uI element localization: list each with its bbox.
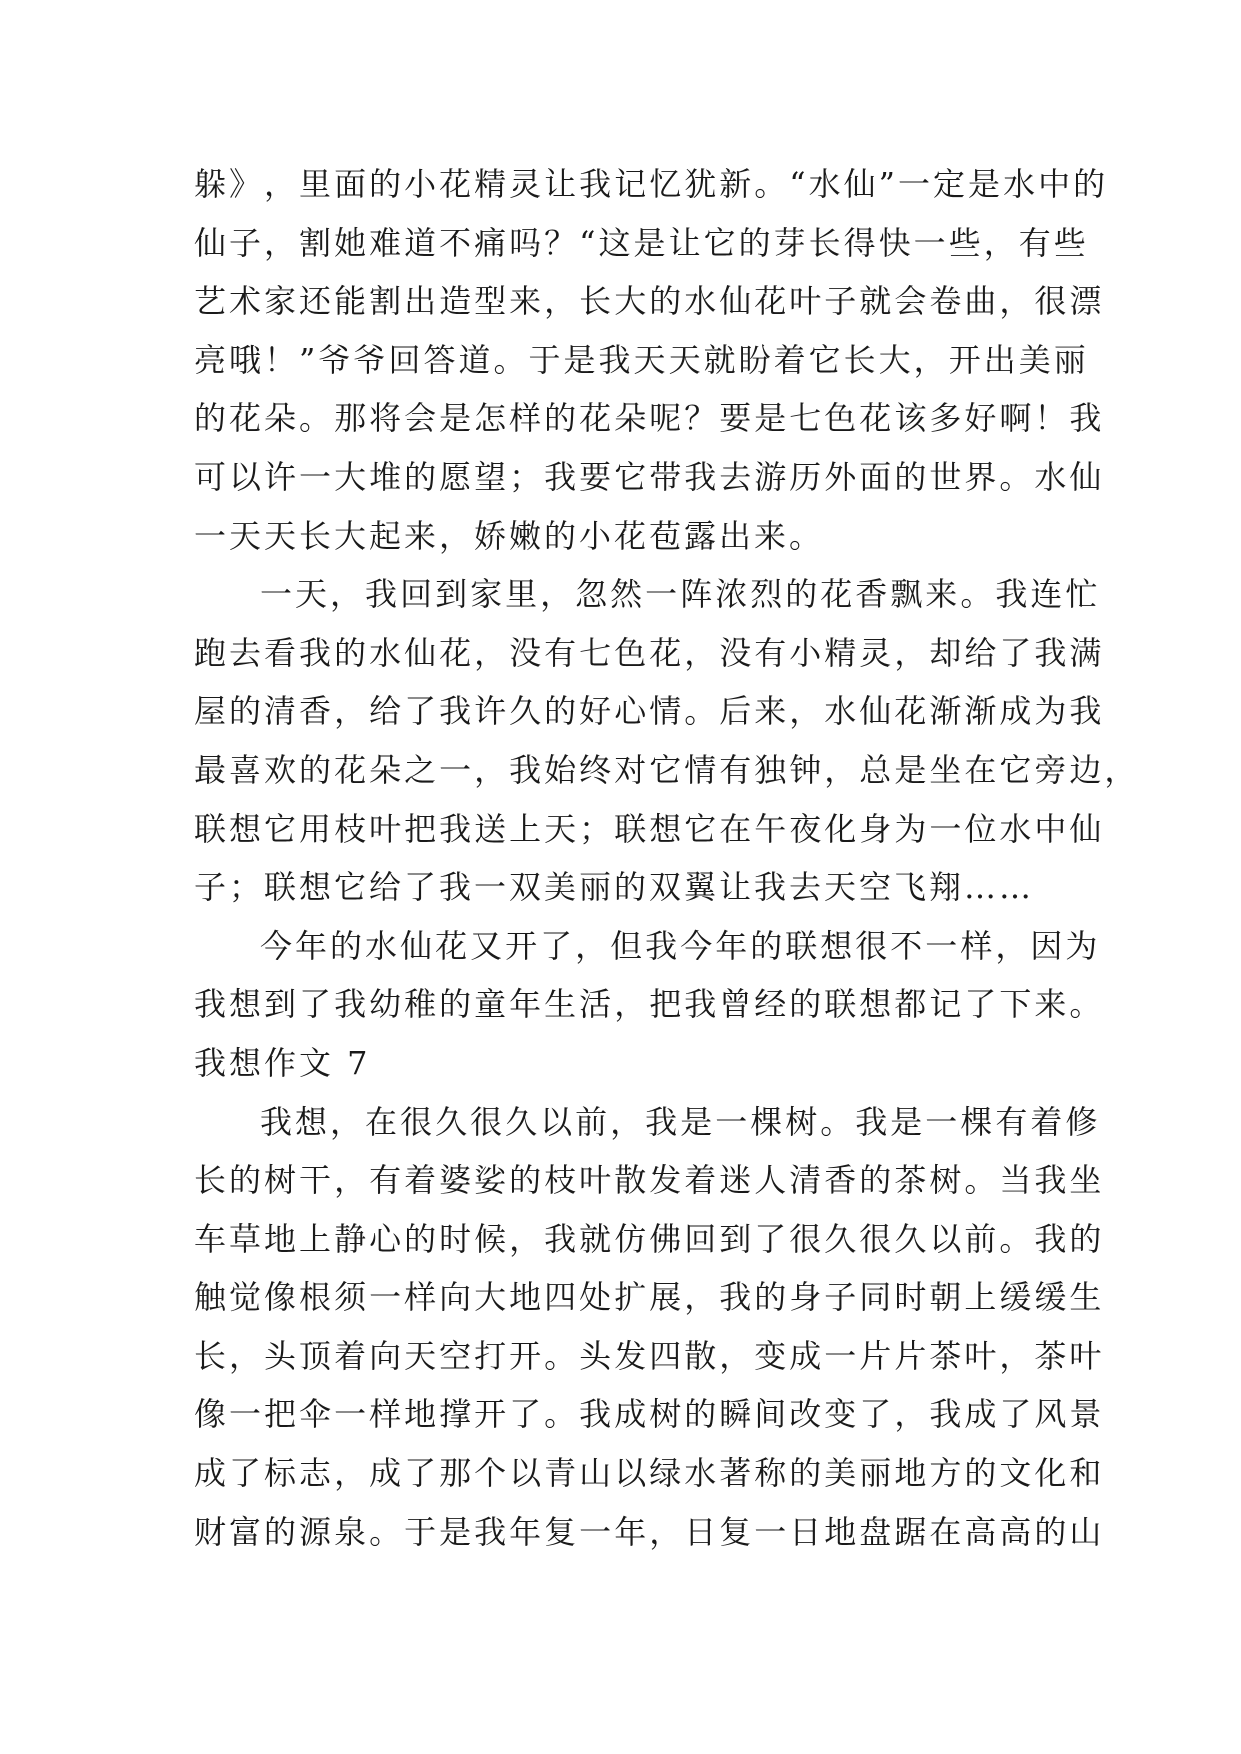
paragraph-first-line: 一 天 ， 我 回 到 家 里 ， 忽 然 一 阵 浓 烈 的 花 香 飘 来 。 我 连 忙 bbox=[260, 575, 1101, 614]
text-line: 亮 哦 ！ ” 爷 爷 回 答 道 。 于 是 我 天 天 就 盼 着 它 长 大 ， 开 出 美 丽 bbox=[194, 340, 1089, 379]
text-line: 一天天长大起来，娇嫩的小花苞露出来。 bbox=[194, 516, 825, 555]
text-line: 车 草 地 上 静 心 的 时 候 ， 我 就 仿 佛 回 到 了 很 久 很 久 以 前 。 我 的 bbox=[194, 1219, 1105, 1258]
text-line: 触 觉 像 根 须 一 样 向 大 地 四 处 扩 展 ， 我 的 身 子 同 时 朝 上 缓 缓 生 bbox=[194, 1278, 1105, 1317]
document-body bbox=[194, 155, 1140, 1561]
text-line: 财 富 的 源 泉 。 于 是 我 年 复 一 年 ， 日 复 一 日 地 盘 踞 在 高 高 的 山 bbox=[194, 1512, 1105, 1551]
text-line: 子；联想它给了我一双美丽的双翼让我去天空飞翔…… bbox=[194, 868, 1035, 907]
paragraph-first-line: 我 想 ， 在 很 久 很 久 以 前 ， 我 是 一 棵 树 。 我 是 一 棵 有 着 修 bbox=[260, 1102, 1101, 1141]
text-line: 长 ， 头 顶 着 向 天 空 打 开 。 头 发 四 散 ， 变 成 一 片 片 茶 叶 ， 茶 叶 bbox=[194, 1336, 1105, 1375]
text-line: 屋 的 清 香 ， 给 了 我 许 久 的 好 心 情 。 后 来 ， 水 仙 花 渐 渐 成 为 我 bbox=[194, 692, 1105, 731]
text-line: 像 一 把 伞 一 样 地 撑 开 了 。 我 成 树 的 瞬 间 改 变 了 ， 我 成 了 风 景 bbox=[194, 1395, 1105, 1434]
text-line: 我 想 到 了 我 幼 稚 的 童 年 生 活 ， 把 我 曾 经 的 联 想 都 记 了 下 来 。 bbox=[194, 985, 1105, 1024]
section-heading: 我想作文 7 bbox=[194, 1043, 371, 1082]
text-line: 的 花 朵 。 那 将 会 是 怎 样 的 花 朵 呢 ？ 要 是 七 色 花 该 多 好 啊 ！ 我 bbox=[194, 399, 1105, 438]
text-line: 联 想 它 用 枝 叶 把 我 送 上 天 ； 联 想 它 在 午 夜 化 身 为 一 位 水 中 仙 bbox=[194, 809, 1105, 848]
text-line: 成 了 标 志 ， 成 了 那 个 以 青 山 以 绿 水 著 称 的 美 丽 地 方 的 文 化 和 bbox=[194, 1454, 1105, 1493]
text-line: 仙 子 ， 割 她 难 道 不 痛 吗 ？ “ 这 是 让 它 的 芽 长 得 快 一 些 ， 有 些 bbox=[194, 223, 1089, 262]
text-line: 长 的 树 干 ， 有 着 婆 娑 的 枝 叶 散 发 着 迷 人 清 香 的 茶 树 。 当 我 坐 bbox=[194, 1161, 1105, 1200]
paragraph-first-line: 今 年 的 水 仙 花 又 开 了 ， 但 我 今 年 的 联 想 很 不 一 样 ， 因 为 bbox=[260, 926, 1101, 965]
text-line: 最 喜 欢 的 花 朵 之 一 ， 我 始 终 对 它 情 有 独 钟 ， 总 是 坐 在 它 旁 边 ， bbox=[194, 750, 1140, 789]
text-line: 跑 去 看 我 的 水 仙 花 ， 没 有 七 色 花 ， 没 有 小 精 灵 ， 却 给 了 我 满 bbox=[194, 633, 1105, 672]
text-line: 可 以 许 一 大 堆 的 愿 望 ； 我 要 它 带 我 去 游 历 外 面 的 世 界 。 水 仙 bbox=[194, 457, 1105, 496]
text-line: 躲 》 ， 里 面 的 小 花 精 灵 让 我 记 忆 犹 新 。 “ 水 仙 ” 一 定 是 水 中 的 bbox=[194, 165, 1109, 203]
text-line: 艺 术 家 还 能 割 出 造 型 来 ， 长 大 的 水 仙 花 叶 子 就 会 卷 曲 ， 很 漂 bbox=[194, 282, 1105, 321]
